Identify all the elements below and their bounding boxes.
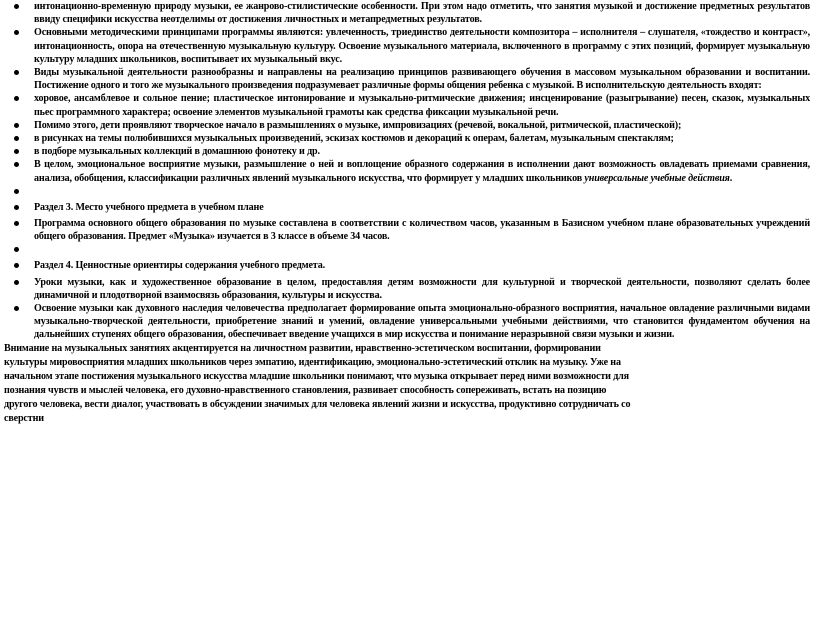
empty-list-item [4, 243, 810, 256]
list-item-text: Освоение музыки как духовного наследия человечества предполагает формирование опыта эмоционально-образного восприятия, начальное овладение различными видами музыкально-творческой деятельности, приобретение знаний и умений, овладение универсальными учебными действиями, что становится фундаментом обучения на дальнейших ступенях общего образования, обеспечивает введение учащихся в мир искусства и понимание неразрывной связи музыки и жизни. [34, 303, 810, 341]
list-item [4, 276, 810, 302]
list-item-text: хоровое, ансамблевое и сольное пение; пластическое интонирование и музыкально-ритмические движения; инсценирование (разыгрывание) песен, сказок, музыкальных пьес программного характера; освоение элементов музыкальной грамоты как средства фиксации музыкальной речи. [34, 93, 810, 118]
closing-paragraph [4, 342, 810, 426]
bullet-icon [14, 30, 19, 35]
bullet-icon [14, 189, 19, 194]
bullet-icon [14, 280, 19, 285]
paragraph-line: культуры мировосприятия младших школьников через эмпатию, идентификацию, эмоционально-эстетический отклик на музыку. Уже на [4, 356, 621, 368]
list-item [4, 0, 810, 26]
bullet-icon [14, 221, 19, 226]
bullet-icon [14, 123, 19, 128]
bullet-icon [14, 70, 19, 75]
list-item-text: Виды музыкальной деятельности разнообразны и направлены на реализацию принципов развивающего обучения в массовом музыкальном образовании и воспитании. Постижение одного и того же музыкального произведения подразумевает различные формы общения ребенка с музыкой. В исполнительскую деятельность входят: [34, 67, 810, 92]
bullet-list [4, 0, 810, 342]
list-item-text: В целом, эмоциональное восприятие музыки, размышление о ней и воплощение образного содержания в исполнении дают возможность овладевать приемами сравнения, анализа, обобщения, классификации различных явлений музыкального искусства, что формирует у младших школьников [34, 159, 810, 184]
list-item [4, 145, 810, 158]
list-item [4, 302, 810, 342]
list-item [4, 132, 810, 145]
list-item-suffix: . [729, 172, 733, 184]
list-item-text: в подборе музыкальных коллекций в домашнюю фонотеку и др. [34, 146, 320, 158]
bullet-icon [14, 306, 19, 311]
paragraph-line: другого человека, вести диалог, участвовать в обсуждении значимых для человека явлений жизни и искусства, продуктивно сотрудничать со [4, 398, 631, 410]
paragraph-line: начальном этапе постижения музыкального искусства младшие школьники понимают, что музыка открывает перед ними возможности для [4, 370, 629, 382]
list-item-text: Программа основного общего образования по музыке составлена в соответствии с количеством часов, указанным в Базисном учебном плане образовательных учреждений общего образования. Предмет «Музыка» изучается в 3 классе в объеме 34 часов. [34, 218, 810, 243]
list-item-text: Основными методическими принципами программы являются: увлеченность, триединство деятельности композитора – исполнителя – слушателя, «тождество и контраст», интонационность, опора на отечественную музыкальную культуру. Освоение музыкального материала, включенного в программу с этих позиций, формирует музыкальную культуру младших школьников, воспитывает их музыкальный вкус. [34, 27, 810, 65]
bullet-icon [14, 263, 19, 268]
italic-emphasis: универсальные учебные действия [584, 172, 730, 184]
bullet-icon [14, 162, 19, 167]
list-item-text: Раздел 3. Место учебного предмета в учебном плане [34, 201, 264, 213]
list-item-text: интонационно-временную природу музыки, ее жанрово-стилистические особенности. При этом надо отметить, что занятия музыкой и достижение предметных результатов ввиду специфики искусства неотделимы от достижения личностных и метапредметных результатов. [34, 1, 810, 26]
bullet-icon [14, 136, 19, 141]
list-item-text: Раздел 4. Ценностные ориентиры содержания учебного предмета. [34, 260, 326, 272]
list-item [4, 217, 810, 243]
list-item [4, 158, 810, 184]
list-item [4, 66, 810, 92]
bullet-icon [14, 149, 19, 154]
list-item [4, 119, 810, 132]
section-heading [4, 259, 810, 272]
paragraph-line: сверстни [4, 412, 44, 424]
list-item-text: в рисунках на темы полюбившихся музыкальных произведений, эскизах костюмов и декораций к операм, балетам, музыкальным спектаклям; [34, 133, 674, 145]
list-item [4, 26, 810, 66]
section-heading [4, 201, 810, 214]
bullet-icon [14, 4, 19, 9]
paragraph-line: познания чувств и мыслей человека, его духовно-нравственного становления, развивает способность сопереживать, встать на позицию [4, 384, 607, 396]
paragraph-line: Внимание на музыкальных занятиях акцентируется на личностном развитии, нравственно-эстетическом воспитании, формировании [4, 342, 601, 354]
bullet-icon [14, 96, 19, 101]
list-item-text: Уроки музыки, как и художественное образование в целом, предоставляя детям возможности для культурной и творческой деятельности, позволяют сделать более динамичной и плодотворной взаимосвязь образования, культуры и искусства. [34, 276, 810, 301]
empty-list-item [4, 185, 810, 198]
bullet-icon [14, 205, 19, 210]
list-item-text: Помимо этого, дети проявляют творческое начало в размышлениях о музыке, импровизациях (речевой, вокальной, ритмической, пластической); [34, 119, 682, 131]
bullet-icon [14, 247, 19, 252]
list-item [4, 92, 810, 118]
